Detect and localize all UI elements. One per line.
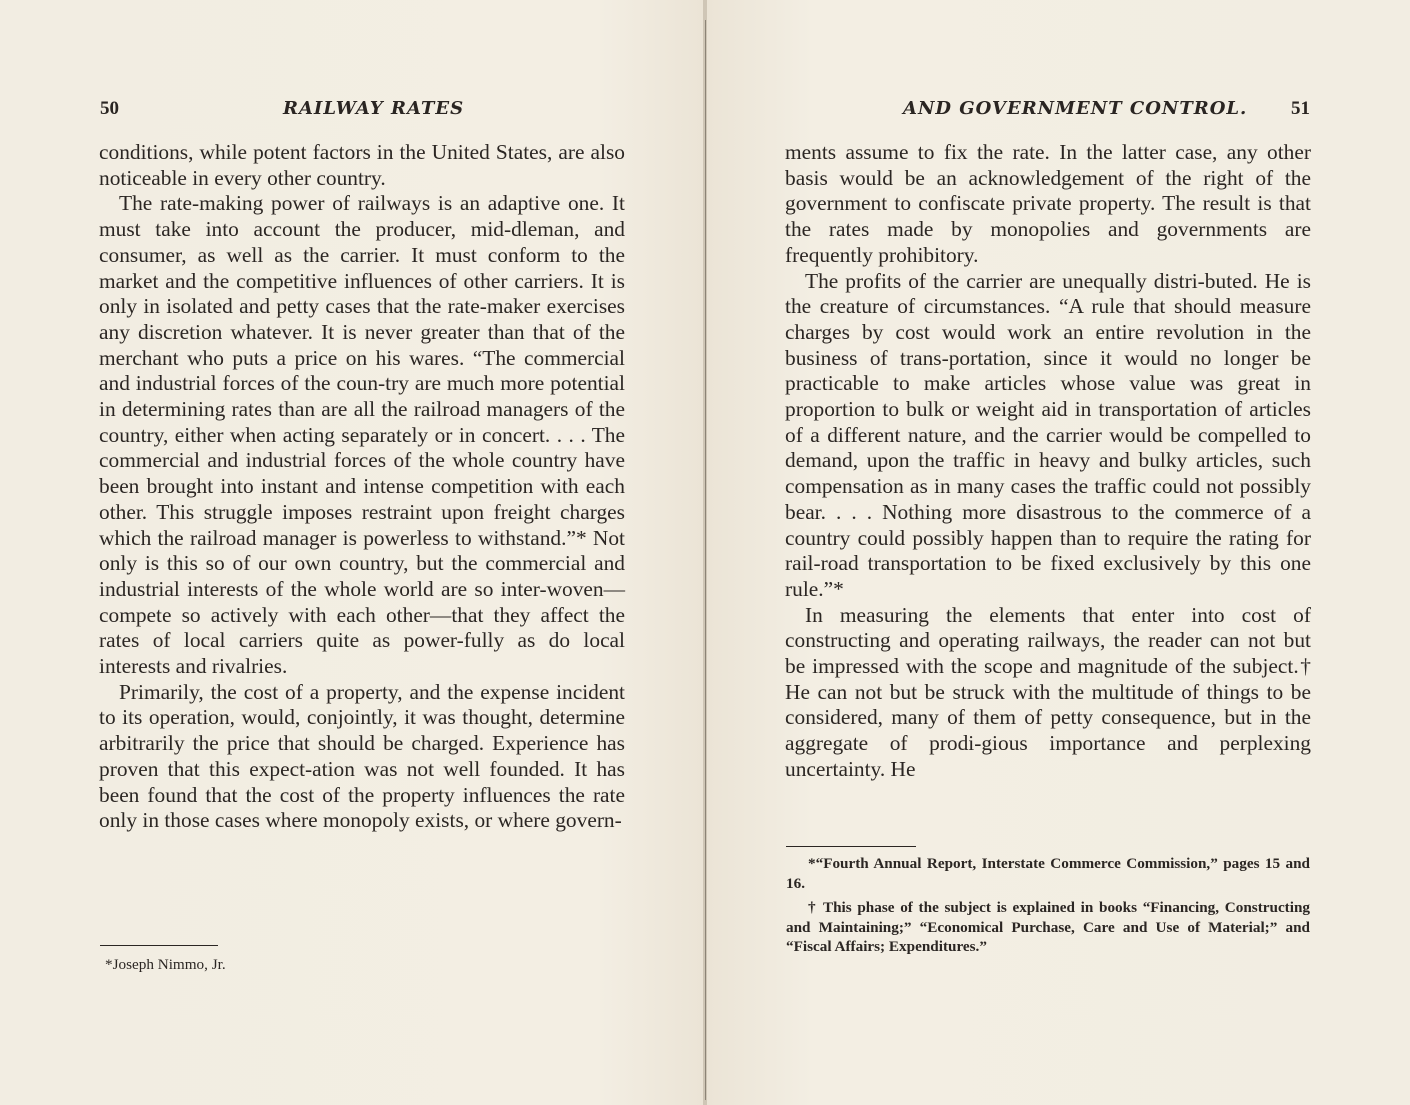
left-page-number: 50: [100, 98, 119, 119]
left-footnotes: [105, 955, 405, 975]
gutter-fold-line: [705, 20, 706, 1100]
right-footnote-rule: [786, 846, 916, 847]
right-paragraph-2: The profits of the carrier are unequally distri-buted. He is the creature of circumstances. “A rule that should measure charges by cost would work an entire revolution in the business of trans-portation, since it would no longer be practicable to make articles whose value was great in proportion to bulk or weight aid in transportation of articles of a different nature, and the carrier would be compelled to demand, upon the traffic in heavy and bulky articles, such compensation as in many cases the traffic could not possibly bear. . . . Nothing more disastrous to the commerce of a country could possibly happen than to require the rating for rail-road transportation to be fixed exclusively by this one rule.”*: [785, 268, 1311, 601]
left-paragraph-3: Primarily, the cost of a property, and the expense incident to its operation, would, conjointly, it was thought, determine arbitrarily the price that should be charged. Experience has proven that this expect-ation was not well founded. It has been found that the cost of the property influences the rate only in those cases where monopoly exists, or where govern-: [99, 679, 625, 833]
right-footnote-1: *“Fourth Annual Report, Interstate Commerce Commission,” pages 15 and 16.: [786, 855, 1310, 892]
left-body-text: [99, 140, 625, 834]
left-footnote-1: *Joseph Nimmo, Jr.: [105, 956, 226, 973]
right-footnotes: [786, 854, 1310, 957]
left-running-head: RAILWAY RATES: [283, 98, 465, 119]
right-body-text: [785, 140, 1311, 783]
right-paragraph-1: ments assume to fix the rate. In the latter case, any other basis would be an acknowledgement of the right of the government to confiscate private property. The result is that the rates made by monopolies and governments are frequently prohibitory.: [785, 140, 1311, 267]
right-paragraph-3: In measuring the elements that enter into cost of constructing and operating railways, the reader can not but be impressed with the scope and magnitude of the subject.† He can not but be struck with the multitude of things to be considered, many of them of petty consequence, but in the aggregate of prodi-gious importance and perplexing uncertainty. He: [785, 602, 1311, 781]
left-footnote-rule: [100, 945, 218, 946]
right-running-head: AND GOVERNMENT CONTROL.: [903, 98, 1248, 119]
left-paragraph-1: conditions, while potent factors in the United States, are also noticeable in every other country.: [99, 140, 625, 190]
left-paragraph-2: The rate-making power of railways is an adaptive one. It must take into account the producer, mid-dleman, and consumer, as well as the carrier. It must conform to the market and the competitive influences of other carriers. It is only in isolated and petty cases that the rate-maker exercises any discretion whatever. It is never greater than that of the merchant who puts a price on his wares. “The commercial and industrial forces of the coun-try are much more potential in determining rates than are all the railroad managers of the country, either when acting separately or in concert. . . . The commercial and industrial forces of the whole country have been brought into instant and intense competition with each other. This struggle imposes restraint upon freight charges which the railroad manager is powerless to withstand.”* Not only is this so of our own country, but the commercial and industrial interests of the whole world are so inter-woven—compete so actively with each other—that they affect the rates of local carriers quite as power-fully as do local interests and rivalries.: [99, 191, 625, 679]
right-footnote-2: † This phase of the subject is explained in books “Financing, Constructing and Maintaining;” “Economical Purchase, Care and Use of Material;” and “Fiscal Affairs; Expenditures.”: [786, 899, 1310, 955]
right-page-number: 51: [1291, 98, 1310, 119]
